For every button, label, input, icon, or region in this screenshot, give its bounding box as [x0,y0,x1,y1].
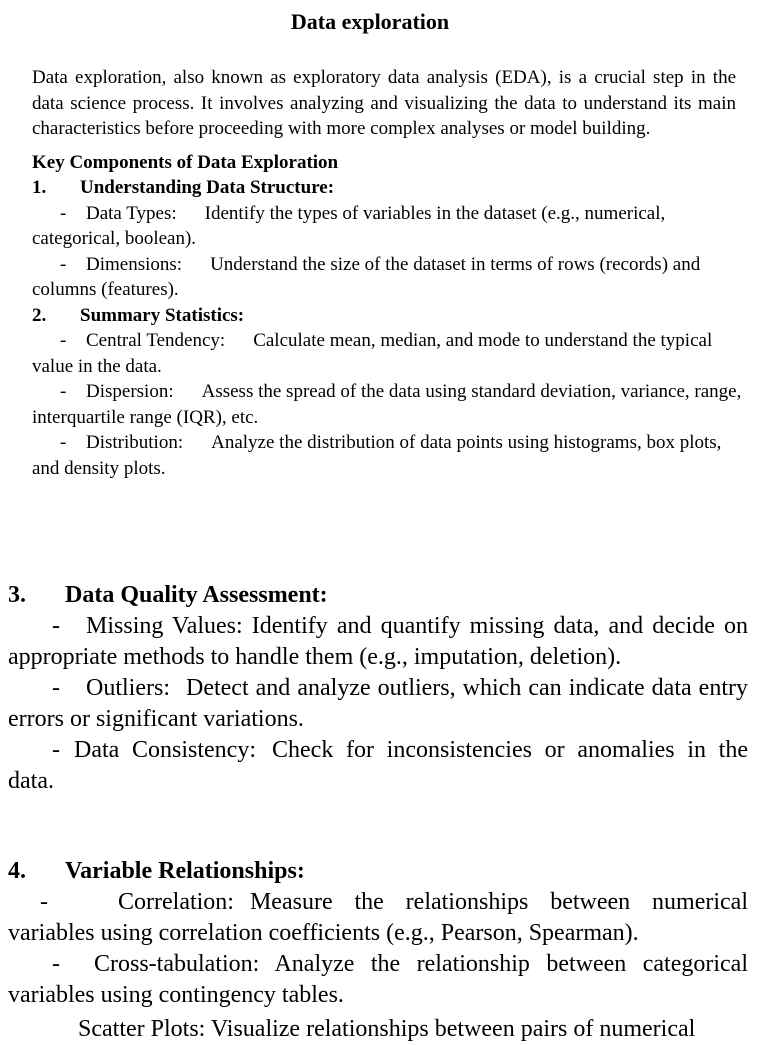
section-number: 2. [32,304,47,326]
bullet-dash: - [60,202,67,224]
section-title: Summary Statistics: [80,304,245,326]
intro-paragraph: Data exploration, also known as exploratory data analysis (EDA), is a crucial step in the data science process. It involves analyzing and visualizing the data to understand its main characteristics before proceeding with more complex analyses or model building. [32,67,736,139]
section-heading [32,303,750,329]
list-item [32,379,750,430]
bullet-dash: - [40,889,48,915]
bullet-dash: - [60,253,67,275]
section-number: 4. [8,858,26,884]
section-title: Understanding Data Structure: [80,177,335,198]
item-term: Missing Values: [86,613,243,639]
list-item [8,949,748,1011]
section-heading [8,580,748,611]
bullet-dash: - [52,613,60,639]
document-body-section-4 [8,856,748,1011]
item-text: Measure the relationships between numerical variables using correlation coefficients (e.g., Pearson, Spearman). [8,889,748,946]
section-heading [32,175,750,201]
item-term: Outliers: [86,675,170,701]
item-term: Central Tendency: [86,330,226,351]
item-term: Dispersion: [86,381,174,402]
item-term: Data Consistency: [74,737,256,763]
bullet-dash: - [60,330,67,351]
bullet-dash: - [52,951,60,977]
section-number: 3. [8,582,26,608]
list-item [8,611,748,673]
bullet-dash: - [60,381,67,402]
item-text: Understand the size of the dataset in terms of rows (records) and columns (features). [32,253,701,300]
item-text: Assess the spread of the data using standard deviation, variance, range, interquartile range (IQR), etc. [32,381,742,428]
section-heading [8,856,748,887]
bullet-dash: - [52,737,60,763]
item-term: Data Types: [86,202,177,224]
section-number: 1. [32,177,47,198]
item-text: Analyze the relationship between categorical variables using contingency tables. [8,951,748,1008]
document-body-section-3 [8,580,748,797]
page-title: Data exploration [290,9,450,34]
section-title: Variable Relationships: [65,858,305,884]
item-text: Check for inconsistencies or anomalies in the data. [8,737,748,794]
document-body-upper [32,65,750,481]
partial-line: Scatter Plots: Visualize relationships between pairs of numerical [78,1016,696,1042]
item-text: Identify the types of variables in the dataset (e.g., numerical, categorical, boolean). [32,202,666,249]
item-text: Identify and quantify missing data, and decide on appropriate methods to handle them (e.g., imputation, deletion). [8,613,749,670]
list-item [32,252,750,303]
list-item [8,887,748,949]
section-title: Data Quality Assessment: [65,582,328,608]
item-term: Cross-tabulation: [94,951,260,977]
item-text: Calculate mean, median, and mode to understand the typical value in the data. [32,330,713,377]
item-text: Detect and analyze outliers, which can indicate data entry errors or significant variations. [8,675,748,732]
list-item [32,430,750,481]
bullet-dash: - [52,675,60,701]
key-components-heading: Key Components of Data Exploration [32,151,339,173]
item-term: Dimensions: [86,253,183,275]
list-item [32,201,750,252]
list-item [8,673,748,735]
bullet-dash: - [60,432,67,453]
item-text: Analyze the distribution of data points using histograms, box plots, and density plots. [32,432,722,479]
list-item [8,735,748,797]
item-term: Distribution: [86,432,184,453]
item-term: Correlation: [118,889,234,915]
list-item [32,328,750,379]
